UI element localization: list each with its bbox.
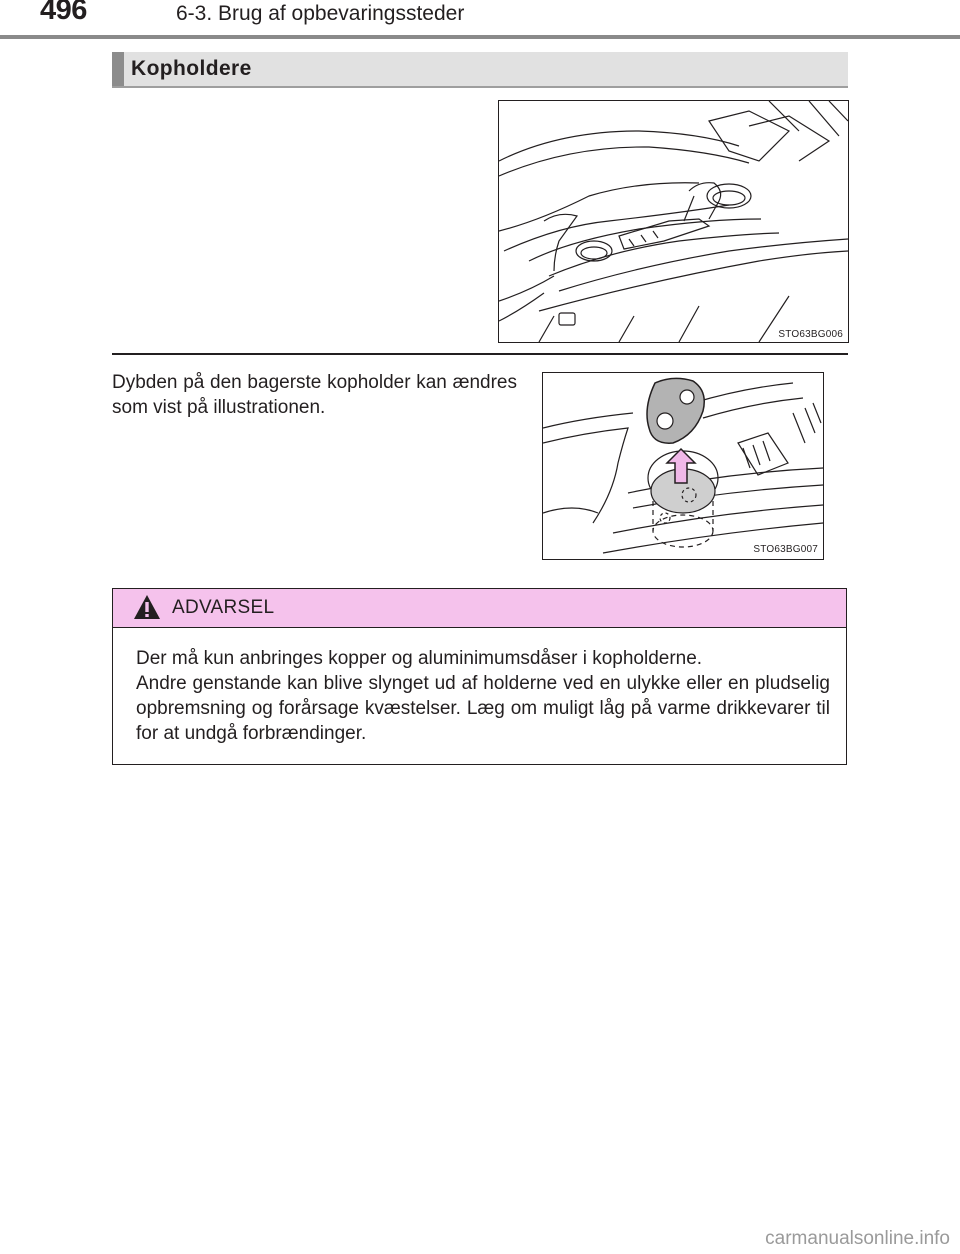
- warning-title: ADVARSEL: [172, 597, 275, 618]
- figure-code: STO63BG006: [778, 329, 843, 340]
- watermark: carmanualsonline.info: [765, 1228, 950, 1249]
- warning-triangle-icon: [133, 594, 161, 620]
- figure-code: STO63BG007: [753, 544, 818, 555]
- title-bar-title: Kopholdere: [131, 57, 252, 80]
- section-divider: [112, 353, 848, 355]
- warning-paragraph: Der må kun anbringes kopper og aluminimumsdåser i kopholderne.: [136, 648, 703, 669]
- page-number: 496: [40, 0, 87, 26]
- header-rule: [0, 35, 960, 39]
- title-bar-accent: [112, 52, 124, 86]
- cup-holder-illustration: [498, 100, 849, 343]
- warning-header: [113, 589, 846, 628]
- body-paragraph: Dybden på den bagerste kopholder kan ændres som vist på illustrationen.: [112, 372, 517, 418]
- warning-paragraph: Andre genstande kan blive slynget ud af holderne ved en ulykke eller en pludselig opbremsning og forårsage kvæstelser. Læg om muligt låg på varme drikkevarer til for at undgå forbrændinger.: [136, 673, 830, 744]
- title-bar: [112, 52, 848, 88]
- warning-body: [136, 646, 830, 746]
- console-drawing: [499, 101, 848, 342]
- section-heading: 6-3. Brug af opbevaringssteder: [176, 2, 465, 25]
- insert-drawing: [543, 373, 823, 559]
- warning-box: [112, 588, 847, 765]
- cup-holder-depth-illustration: [542, 372, 824, 560]
